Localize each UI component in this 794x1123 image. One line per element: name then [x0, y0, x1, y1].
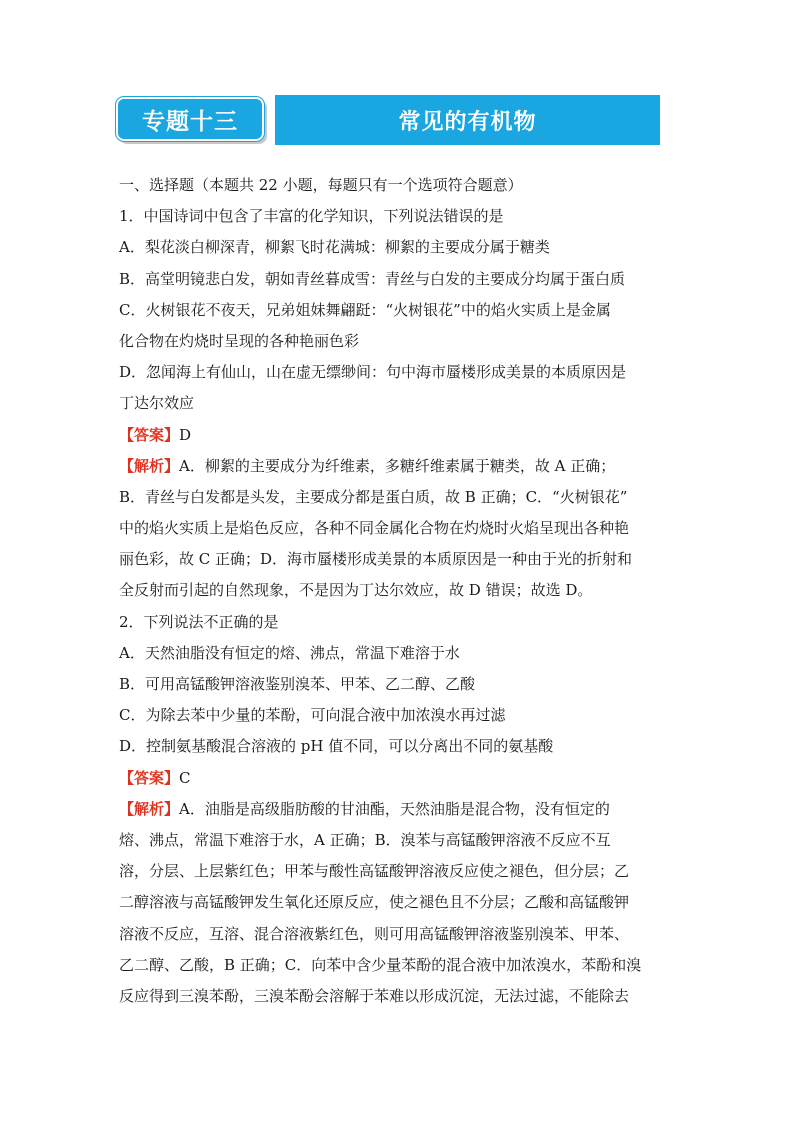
- line-text: 中的焰火实质上是焰色反应，各种不同金属化合物在灼烧时火焰呈现出各种艳: [119, 519, 630, 538]
- line-text: 二醇溶液与高锰酸钾发生氧化还原反应，使之褪色且不分层；乙酸和高锰酸钾: [119, 893, 630, 912]
- text-line: [119, 638, 679, 669]
- text-line: [119, 981, 679, 1012]
- analysis-line: [119, 794, 679, 825]
- line-text: 化合物在灼烧时呈现的各种艳丽色彩: [119, 331, 360, 350]
- text-line: [119, 825, 679, 856]
- answer-line: [119, 763, 679, 794]
- text-line: [119, 170, 679, 201]
- answer-tag: 【答案】: [119, 768, 180, 787]
- line-text: B．可用高锰酸钾溶液鉴别溴苯、甲苯、乙二醇、乙酸: [119, 675, 476, 693]
- text-line: [119, 544, 679, 575]
- line-text: 乙二醇、乙酸，B 正确；C．向苯中含少量苯酚的混合液中加浓溴水，苯酚和溴: [119, 955, 642, 974]
- analysis-line: [119, 451, 679, 482]
- topic-badge: [116, 97, 264, 141]
- topic-title-bar: [275, 95, 660, 145]
- analysis-tag: 【解析】: [119, 799, 180, 818]
- line-text: D．控制氨基酸混合溶液的 pH 值不同，可以分离出不同的氨基酸: [119, 737, 554, 756]
- text-line: [119, 357, 679, 388]
- topic-title: 常见的有机物: [398, 109, 537, 135]
- line-text: 丁达尔效应: [119, 394, 195, 413]
- line-text: 1．中国诗词中包含了丰富的化学知识，下列说法错误的是: [119, 207, 504, 226]
- text-line: [119, 607, 679, 638]
- line-text: 溶，分层、上层紫红色；甲苯与酸性高锰酸钾溶液反应使之褪色，但分层；乙: [119, 862, 630, 881]
- text-line: [119, 264, 679, 295]
- line-text: B．高堂明镜悲白发，朝如青丝暮成雪：青丝与白发的主要成分均属于蛋白质: [119, 269, 626, 288]
- line-text: A．梨花淡白柳深青，柳絮飞时花满城：柳絮的主要成分属于糖类: [119, 238, 550, 257]
- document-body: [119, 170, 679, 1012]
- text-line: [119, 295, 679, 326]
- line-text: 溶液不反应，互溶、混合溶液紫红色，则可用高锰酸钾溶液鉴别溴苯、甲苯、: [119, 924, 630, 943]
- analysis-tag: 【解析】: [119, 456, 180, 475]
- answer-text: D: [179, 425, 192, 444]
- line-text: A．油脂是高级脂肪酸的甘油酯，天然油脂是混合物，没有恒定的: [179, 799, 610, 818]
- text-line: [119, 669, 679, 700]
- line-text: D．忽闻海上有仙山，山在虚无缥缈间：句中海市蜃楼形成美景的本质原因是: [119, 363, 627, 382]
- line-text: A．天然油脂没有恒定的熔、沸点，常温下难溶于水: [119, 643, 460, 662]
- line-text: 2．下列说法不正确的是: [119, 612, 279, 631]
- answer-tag: 【答案】: [119, 425, 180, 444]
- text-line: [119, 513, 679, 544]
- text-line: [119, 731, 679, 762]
- text-line: [119, 326, 679, 357]
- text-line: [119, 700, 679, 731]
- section-header: [116, 95, 660, 145]
- text-line: [119, 388, 679, 419]
- text-line: [119, 919, 679, 950]
- line-text: 熔、沸点，常温下难溶于水，A 正确；B．溴苯与高锰酸钾溶液不反应不互: [119, 830, 611, 849]
- text-line: [119, 950, 679, 981]
- line-text: C．为除去苯中少量的苯酚，可向混合液中加浓溴水再过滤: [119, 706, 506, 725]
- text-line: [119, 201, 679, 232]
- answer-line: [119, 420, 679, 451]
- line-text: 一、选择题（本题共 22 小题，每题只有一个选项符合题意）: [119, 176, 523, 194]
- line-text: B．青丝与白发都是头发，主要成分都是蛋白质，故 B 正确；C．“火树银花”: [119, 487, 628, 506]
- text-line: [119, 482, 679, 513]
- text-line: [119, 232, 679, 263]
- line-text: 全反射而引起的自然现象，不是因为丁达尔效应，故 D 错误；故选 D。: [119, 581, 593, 600]
- line-text: 丽色彩，故 C 正确；D．海市蜃楼形成美景的本质原因是一种由于光的折射和: [119, 550, 633, 569]
- line-text: A．柳絮的主要成分为纤维素，多糖纤维素属于糖类，故 A 正确；: [179, 456, 616, 475]
- text-line: [119, 575, 679, 606]
- line-text: C．火树银花不夜天，兄弟姐妹舞翩跹：“火树银花”中的焰火实质上是金属: [119, 300, 611, 319]
- topic-badge-label: 专题十三: [142, 108, 238, 135]
- text-line: [119, 856, 679, 887]
- text-line: [119, 887, 679, 918]
- answer-text: C: [179, 768, 191, 787]
- line-text: 反应得到三溴苯酚，三溴苯酚会溶解于苯难以形成沉淀，无法过滤，不能除去: [119, 986, 630, 1005]
